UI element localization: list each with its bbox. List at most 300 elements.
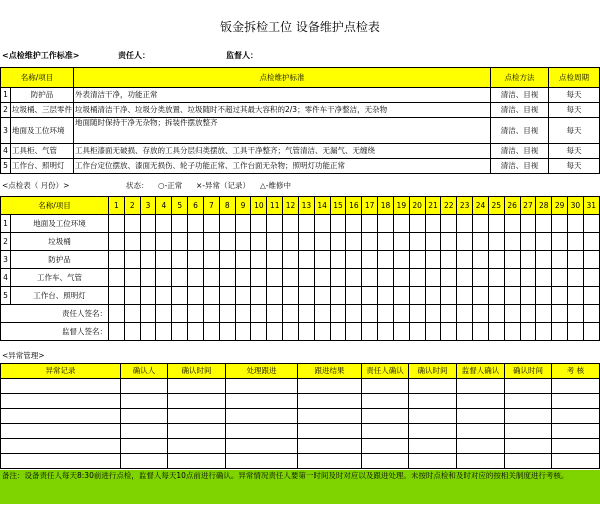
check-cell[interactable] xyxy=(409,251,425,269)
check-cell[interactable] xyxy=(109,215,125,233)
check-cell[interactable] xyxy=(188,215,204,233)
sign-cell[interactable] xyxy=(109,323,125,341)
check-cell[interactable] xyxy=(552,215,568,233)
check-cell[interactable] xyxy=(488,269,504,287)
sign-cell[interactable] xyxy=(378,323,394,341)
check-cell[interactable] xyxy=(583,251,599,269)
anomaly-cell[interactable] xyxy=(457,394,505,409)
check-cell[interactable] xyxy=(267,287,283,305)
anomaly-cell[interactable] xyxy=(552,409,600,424)
check-cell[interactable] xyxy=(330,287,346,305)
check-cell[interactable] xyxy=(298,251,314,269)
check-cell[interactable] xyxy=(109,287,125,305)
check-cell[interactable] xyxy=(568,269,584,287)
check-cell[interactable] xyxy=(172,233,188,251)
sign-cell[interactable] xyxy=(425,305,441,323)
check-cell[interactable] xyxy=(536,269,552,287)
sign-cell[interactable] xyxy=(298,305,314,323)
sign-cell[interactable] xyxy=(504,323,520,341)
check-cell[interactable] xyxy=(393,215,409,233)
anomaly-cell[interactable] xyxy=(168,424,226,439)
check-cell[interactable] xyxy=(441,215,457,233)
check-cell[interactable] xyxy=(520,269,536,287)
check-cell[interactable] xyxy=(346,215,362,233)
check-cell[interactable] xyxy=(140,269,156,287)
check-cell[interactable] xyxy=(504,215,520,233)
sign-cell[interactable] xyxy=(488,323,504,341)
check-cell[interactable] xyxy=(425,215,441,233)
check-cell[interactable] xyxy=(362,287,378,305)
check-cell[interactable] xyxy=(457,215,473,233)
anomaly-cell[interactable] xyxy=(552,424,600,439)
check-cell[interactable] xyxy=(156,233,172,251)
check-cell[interactable] xyxy=(267,215,283,233)
sign-cell[interactable] xyxy=(251,305,267,323)
check-cell[interactable] xyxy=(583,269,599,287)
check-cell[interactable] xyxy=(172,287,188,305)
anomaly-cell[interactable] xyxy=(298,409,362,424)
anomaly-cell[interactable] xyxy=(121,409,168,424)
check-cell[interactable] xyxy=(235,269,251,287)
anomaly-cell[interactable] xyxy=(226,409,298,424)
check-cell[interactable] xyxy=(124,233,140,251)
check-cell[interactable] xyxy=(314,215,330,233)
sign-cell[interactable] xyxy=(504,305,520,323)
sign-cell[interactable] xyxy=(568,323,584,341)
item-method: 清洁、目视 xyxy=(491,118,549,144)
anomaly-cell[interactable] xyxy=(505,379,552,394)
sign-cell[interactable] xyxy=(552,305,568,323)
check-cell[interactable] xyxy=(188,269,204,287)
row-number: 2 xyxy=(1,103,11,118)
check-cell[interactable] xyxy=(393,269,409,287)
table-row xyxy=(1,159,600,174)
check-cell[interactable] xyxy=(583,233,599,251)
check-cell[interactable] xyxy=(267,233,283,251)
sign-cell[interactable] xyxy=(346,305,362,323)
sign-cell[interactable] xyxy=(188,305,204,323)
anomaly-cell[interactable] xyxy=(409,379,457,394)
sign-cell[interactable] xyxy=(140,305,156,323)
check-cell[interactable] xyxy=(520,287,536,305)
anomaly-cell[interactable] xyxy=(168,439,226,454)
sign-cell[interactable] xyxy=(188,323,204,341)
anomaly-cell[interactable] xyxy=(298,454,362,469)
anomaly-cell[interactable] xyxy=(409,454,457,469)
sign-cell[interactable] xyxy=(203,305,219,323)
sign-cell[interactable] xyxy=(520,323,536,341)
check-cell[interactable] xyxy=(378,251,394,269)
check-cell[interactable] xyxy=(425,251,441,269)
anomaly-row xyxy=(1,424,600,439)
check-cell[interactable] xyxy=(346,233,362,251)
table-row xyxy=(1,103,600,118)
check-cell[interactable] xyxy=(267,269,283,287)
check-cell[interactable] xyxy=(124,269,140,287)
item-name: 地面及工位环境 xyxy=(11,118,74,144)
sign-cell[interactable] xyxy=(283,323,299,341)
check-cell[interactable] xyxy=(156,269,172,287)
anomaly-cell[interactable] xyxy=(298,439,362,454)
anomaly-cell[interactable] xyxy=(226,394,298,409)
anomaly-cell[interactable] xyxy=(362,379,409,394)
check-cell[interactable] xyxy=(425,269,441,287)
sign-cell[interactable] xyxy=(393,305,409,323)
day-header: 16 xyxy=(346,197,362,215)
check-cell[interactable] xyxy=(109,233,125,251)
check-cell[interactable] xyxy=(298,287,314,305)
anomaly-cell[interactable] xyxy=(505,394,552,409)
check-cell[interactable] xyxy=(473,287,489,305)
anomaly-header: 确认人 xyxy=(121,364,168,379)
check-cell[interactable] xyxy=(583,287,599,305)
check-cell[interactable] xyxy=(393,251,409,269)
check-cell[interactable] xyxy=(378,287,394,305)
sign-cell[interactable] xyxy=(441,305,457,323)
anomaly-cell[interactable] xyxy=(552,454,600,469)
sign-cell[interactable] xyxy=(409,305,425,323)
anomaly-cell[interactable] xyxy=(362,439,409,454)
anomaly-cell[interactable] xyxy=(298,394,362,409)
sign-cell[interactable] xyxy=(124,305,140,323)
check-cell[interactable] xyxy=(504,251,520,269)
check-cell[interactable] xyxy=(583,215,599,233)
check-cell[interactable] xyxy=(156,287,172,305)
check-cell[interactable] xyxy=(441,269,457,287)
anomaly-cell[interactable] xyxy=(121,379,168,394)
sign-cell[interactable] xyxy=(172,305,188,323)
table-row xyxy=(1,233,600,251)
check-cell[interactable] xyxy=(457,269,473,287)
anomaly-cell[interactable] xyxy=(457,424,505,439)
check-cell[interactable] xyxy=(488,287,504,305)
check-cell[interactable] xyxy=(552,233,568,251)
check-cell[interactable] xyxy=(330,269,346,287)
check-cell[interactable] xyxy=(362,269,378,287)
day-header: 14 xyxy=(314,197,330,215)
check-cell[interactable] xyxy=(251,287,267,305)
sign-cell[interactable] xyxy=(520,305,536,323)
row-number: 4 xyxy=(1,144,11,159)
check-cell[interactable] xyxy=(552,251,568,269)
check-cell[interactable] xyxy=(504,287,520,305)
anomaly-cell[interactable] xyxy=(505,424,552,439)
check-cell[interactable] xyxy=(283,233,299,251)
check-cell[interactable] xyxy=(457,287,473,305)
check-cell[interactable] xyxy=(251,269,267,287)
check-cell[interactable] xyxy=(124,251,140,269)
anomaly-cell[interactable] xyxy=(552,439,600,454)
sign-cell[interactable] xyxy=(552,323,568,341)
sign-cell[interactable] xyxy=(409,323,425,341)
check-cell[interactable] xyxy=(409,269,425,287)
anomaly-cell[interactable] xyxy=(552,379,600,394)
check-cell[interactable] xyxy=(473,215,489,233)
anomaly-cell[interactable] xyxy=(226,379,298,394)
check-cell[interactable] xyxy=(219,233,235,251)
anomaly-cell[interactable] xyxy=(457,454,505,469)
anomaly-cell[interactable] xyxy=(168,454,226,469)
anomaly-cell[interactable] xyxy=(168,394,226,409)
sign-cell[interactable] xyxy=(124,323,140,341)
check-cell[interactable] xyxy=(520,215,536,233)
sign-cell[interactable] xyxy=(378,305,394,323)
check-cell[interactable] xyxy=(203,251,219,269)
check-cell[interactable] xyxy=(219,287,235,305)
table-row xyxy=(1,144,600,159)
check-cell[interactable] xyxy=(188,251,204,269)
sign-cell[interactable] xyxy=(203,323,219,341)
check-cell[interactable] xyxy=(283,251,299,269)
check-cell[interactable] xyxy=(425,287,441,305)
check-cell[interactable] xyxy=(393,287,409,305)
anomaly-cell[interactable] xyxy=(457,439,505,454)
check-cell[interactable] xyxy=(346,269,362,287)
sign-cell[interactable] xyxy=(473,323,489,341)
anomaly-cell[interactable] xyxy=(362,454,409,469)
check-cell[interactable] xyxy=(140,233,156,251)
check-cell[interactable] xyxy=(203,287,219,305)
anomaly-cell[interactable] xyxy=(168,409,226,424)
anomaly-cell[interactable] xyxy=(409,409,457,424)
anomaly-cell[interactable] xyxy=(226,439,298,454)
check-cell[interactable] xyxy=(393,233,409,251)
check-cell[interactable] xyxy=(298,233,314,251)
item-name: 垃圾桶、三层零件 xyxy=(11,103,74,118)
check-cell[interactable] xyxy=(441,287,457,305)
check-cell[interactable] xyxy=(251,251,267,269)
sign-cell[interactable] xyxy=(488,305,504,323)
check-cell[interactable] xyxy=(362,215,378,233)
sign-cell[interactable] xyxy=(536,323,552,341)
check-cell[interactable] xyxy=(314,233,330,251)
status-abnormal: ×-异常（记录） xyxy=(196,181,250,190)
sign-cell[interactable] xyxy=(235,323,251,341)
sign-cell[interactable] xyxy=(362,323,378,341)
sign-cell[interactable] xyxy=(267,305,283,323)
check-cell[interactable] xyxy=(298,215,314,233)
check-cell[interactable] xyxy=(362,251,378,269)
sign-cell[interactable] xyxy=(314,323,330,341)
check-cell[interactable] xyxy=(568,287,584,305)
check-cell[interactable] xyxy=(536,251,552,269)
sign-cell[interactable] xyxy=(457,323,473,341)
check-cell[interactable] xyxy=(378,269,394,287)
check-cell[interactable] xyxy=(552,287,568,305)
check-cell[interactable] xyxy=(172,215,188,233)
item-standard: 垃圾桶清洁干净、垃圾分类放置、垃圾随时不超过其最大容积的2/3；零件车干净整洁，无杂物 xyxy=(74,103,491,118)
check-cell[interactable] xyxy=(156,215,172,233)
anomaly-cell[interactable] xyxy=(121,394,168,409)
check-cell[interactable] xyxy=(298,269,314,287)
check-cell[interactable] xyxy=(314,251,330,269)
anomaly-cell[interactable] xyxy=(226,424,298,439)
anomaly-cell[interactable] xyxy=(409,394,457,409)
sign-cell[interactable] xyxy=(283,305,299,323)
check-cell[interactable] xyxy=(140,215,156,233)
sign-cell[interactable] xyxy=(583,305,599,323)
check-cell[interactable] xyxy=(346,287,362,305)
check-cell[interactable] xyxy=(536,215,552,233)
check-cell[interactable] xyxy=(109,251,125,269)
check-cell[interactable] xyxy=(568,233,584,251)
check-cell[interactable] xyxy=(520,233,536,251)
check-cell[interactable] xyxy=(188,233,204,251)
item-method: 清洁、目视 xyxy=(491,144,549,159)
check-cell[interactable] xyxy=(172,251,188,269)
sign-cell[interactable] xyxy=(140,323,156,341)
sign-cell[interactable] xyxy=(109,305,125,323)
check-cell[interactable] xyxy=(251,215,267,233)
sign-cell[interactable] xyxy=(457,305,473,323)
anomaly-cell[interactable] xyxy=(457,409,505,424)
anomaly-cell[interactable] xyxy=(505,439,552,454)
anomaly-cell[interactable] xyxy=(1,454,121,469)
sign-cell[interactable] xyxy=(393,323,409,341)
check-cell[interactable] xyxy=(488,251,504,269)
check-cell[interactable] xyxy=(504,269,520,287)
anomaly-cell[interactable] xyxy=(121,439,168,454)
sign-cell[interactable] xyxy=(330,305,346,323)
check-cell[interactable] xyxy=(203,215,219,233)
check-cell[interactable] xyxy=(536,233,552,251)
check-cell[interactable] xyxy=(378,215,394,233)
check-cell[interactable] xyxy=(109,269,125,287)
sign-cell[interactable] xyxy=(583,323,599,341)
check-cell[interactable] xyxy=(473,269,489,287)
check-cell[interactable] xyxy=(314,287,330,305)
sign-cell[interactable] xyxy=(314,305,330,323)
sign-cell[interactable] xyxy=(536,305,552,323)
check-cell[interactable] xyxy=(203,233,219,251)
sign-cell[interactable] xyxy=(330,323,346,341)
anomaly-cell[interactable] xyxy=(362,409,409,424)
anomaly-section-label: <异常管理> xyxy=(2,351,45,360)
anomaly-cell[interactable] xyxy=(409,439,457,454)
anomaly-cell[interactable] xyxy=(505,454,552,469)
anomaly-cell[interactable] xyxy=(362,424,409,439)
sign-cell[interactable] xyxy=(156,305,172,323)
anomaly-header: 监督人确认 xyxy=(457,364,505,379)
item-name: 工具柜、气管 xyxy=(11,144,74,159)
sign-cell[interactable] xyxy=(298,323,314,341)
check-cell[interactable] xyxy=(283,287,299,305)
sign-cell[interactable] xyxy=(568,305,584,323)
check-cell[interactable] xyxy=(457,251,473,269)
anomaly-cell[interactable] xyxy=(1,379,121,394)
anomaly-cell[interactable] xyxy=(362,394,409,409)
check-cell[interactable] xyxy=(409,233,425,251)
anomaly-cell[interactable] xyxy=(457,379,505,394)
sign-cell[interactable] xyxy=(267,323,283,341)
check-cell[interactable] xyxy=(568,215,584,233)
check-cell[interactable] xyxy=(235,287,251,305)
check-cell[interactable] xyxy=(124,215,140,233)
check-cell[interactable] xyxy=(378,233,394,251)
sign-cell[interactable] xyxy=(425,323,441,341)
anomaly-cell[interactable] xyxy=(1,424,121,439)
sign-cell[interactable] xyxy=(172,323,188,341)
anomaly-cell[interactable] xyxy=(121,424,168,439)
sign-cell[interactable] xyxy=(251,323,267,341)
check-cell[interactable] xyxy=(283,269,299,287)
check-cell[interactable] xyxy=(520,251,536,269)
anomaly-cell[interactable] xyxy=(298,379,362,394)
check-cell[interactable] xyxy=(156,251,172,269)
check-cell[interactable] xyxy=(219,215,235,233)
check-cell[interactable] xyxy=(441,233,457,251)
anomaly-table xyxy=(0,363,600,469)
check-cell[interactable] xyxy=(235,233,251,251)
anomaly-cell[interactable] xyxy=(552,394,600,409)
check-cell[interactable] xyxy=(473,251,489,269)
anomaly-cell[interactable] xyxy=(505,409,552,424)
check-cell[interactable] xyxy=(235,251,251,269)
check-cell[interactable] xyxy=(425,233,441,251)
check-cell[interactable] xyxy=(283,215,299,233)
check-cell[interactable] xyxy=(203,269,219,287)
anomaly-cell[interactable] xyxy=(1,439,121,454)
check-cell[interactable] xyxy=(124,287,140,305)
sign-cell[interactable] xyxy=(219,305,235,323)
status-normal: ○-正常 xyxy=(158,181,183,190)
check-cell[interactable] xyxy=(362,233,378,251)
sign-cell[interactable] xyxy=(219,323,235,341)
check-cell[interactable] xyxy=(267,251,283,269)
sign-cell[interactable] xyxy=(235,305,251,323)
check-cell[interactable] xyxy=(552,269,568,287)
item-standard: 工具柜漆面无破损、存放的工具分层归类摆放、工具干净整齐；气管清洁、无漏气、无缠绕 xyxy=(74,144,491,159)
check-cell[interactable] xyxy=(140,287,156,305)
check-cell[interactable] xyxy=(330,215,346,233)
check-cell[interactable] xyxy=(188,287,204,305)
check-cell[interactable] xyxy=(488,215,504,233)
check-cell[interactable] xyxy=(314,269,330,287)
sign-cell[interactable] xyxy=(473,305,489,323)
check-cell[interactable] xyxy=(172,269,188,287)
check-cell[interactable] xyxy=(536,287,552,305)
check-cell[interactable] xyxy=(219,269,235,287)
anomaly-cell[interactable] xyxy=(1,394,121,409)
check-cell[interactable] xyxy=(488,233,504,251)
check-cell[interactable] xyxy=(504,233,520,251)
check-cell[interactable] xyxy=(330,251,346,269)
check-cell[interactable] xyxy=(457,233,473,251)
sign-cell[interactable] xyxy=(441,323,457,341)
anomaly-cell[interactable] xyxy=(121,454,168,469)
check-cell[interactable] xyxy=(251,233,267,251)
check-cell[interactable] xyxy=(346,251,362,269)
sign-cell[interactable] xyxy=(156,323,172,341)
check-cell[interactable] xyxy=(441,251,457,269)
check-cell[interactable] xyxy=(235,215,251,233)
check-cell[interactable] xyxy=(409,215,425,233)
check-cell[interactable] xyxy=(219,251,235,269)
sign-cell[interactable] xyxy=(346,323,362,341)
table-row xyxy=(1,88,600,103)
sign-cell[interactable] xyxy=(362,305,378,323)
check-cell[interactable] xyxy=(140,251,156,269)
anomaly-cell[interactable] xyxy=(409,424,457,439)
check-cell[interactable] xyxy=(568,251,584,269)
check-cell[interactable] xyxy=(330,233,346,251)
anomaly-cell[interactable] xyxy=(168,379,226,394)
check-cell[interactable] xyxy=(409,287,425,305)
anomaly-cell[interactable] xyxy=(1,409,121,424)
anomaly-cell[interactable] xyxy=(298,424,362,439)
check-cell[interactable] xyxy=(473,233,489,251)
anomaly-cell[interactable] xyxy=(226,454,298,469)
